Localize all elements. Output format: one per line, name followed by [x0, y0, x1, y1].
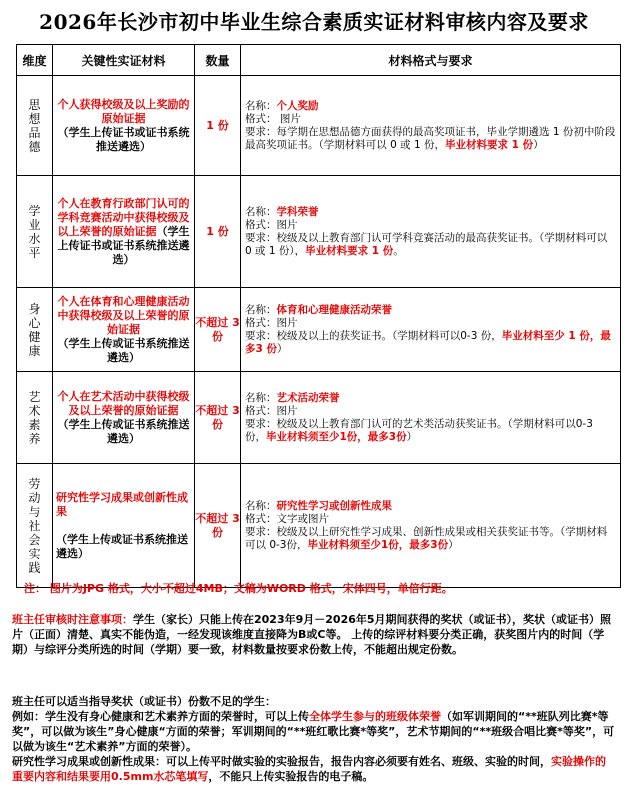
evidence-note: （学生上传或证书系统推送遴选）	[57, 417, 190, 445]
requirement-cell	[241, 176, 621, 288]
material-format: 格式：图片	[245, 218, 298, 231]
guidance-example	[12, 709, 616, 754]
material-name: 个人奖励	[276, 99, 319, 112]
guidance-research	[12, 754, 616, 784]
name-label: 名称：	[245, 303, 277, 316]
evidence-red: 个人在体育和心理健康活动中获得校级及以上荣誉的原始证据	[57, 294, 190, 336]
evidence-note: （学生上传或证书系统推送遴选）	[56, 532, 188, 560]
table-header	[17, 45, 621, 76]
requirements-table	[16, 44, 621, 588]
name-label: 名称：	[245, 99, 277, 112]
category-text: 身心健康	[28, 301, 41, 358]
review-notice-text: 学生（家长）只能上传在2023年9月－2026年5月期间获得的奖状（或证书），奖状（或证书）照片（正面）清楚、真实不能伪造，一经发现该维度直接降为B或C等。 上传的综评材料要分类正确，获奖图片内的时间（学期）与综评分类所选的时间（学期）要一致，材料数量按要求份数上传，不能超出规定份数。	[12, 613, 612, 656]
header-quantity: 数量	[195, 45, 241, 76]
table-row	[17, 76, 621, 176]
review-notice	[12, 612, 616, 657]
material-format: 格式：图片	[245, 404, 298, 417]
requirement-cell	[241, 76, 621, 176]
name-label: 名称：	[245, 205, 277, 218]
header-dimension: 维度	[17, 45, 53, 76]
requirement-text: 要求：校级及以上教育部门认可学科竞赛活动的最高获奖证书。（学期材料可以 0 或 1 份），	[245, 231, 608, 257]
evidence-cell	[53, 372, 195, 464]
requirement-tail: ）	[448, 538, 459, 551]
requirement-text: 要求：校级及以上研究性学习成果、创新性成果或相关获奖证书等。（学期材料可以 0-3份，	[245, 525, 608, 551]
table-row	[17, 176, 621, 288]
evidence-red: 个人在教育行政部门认可的学科竞赛活动中获得校级及以上荣誉的原始证据	[57, 196, 190, 238]
category-cell	[17, 372, 53, 464]
research-text: 研究性学习成果或创新性成果：可以上传平时做实验的实验报告，报告内容必须要有姓名、班级、实验的时间，	[12, 755, 551, 768]
requirement-tail: 。	[393, 244, 404, 257]
category-cell	[17, 464, 53, 588]
material-format: 格式：文字或图片	[245, 512, 329, 525]
requirement-cell	[241, 372, 621, 464]
category-cell	[17, 76, 53, 176]
material-name: 体育和心理健康活动荣誉	[276, 303, 392, 316]
evidence-cell	[53, 288, 195, 372]
requirement-text: 要求：每学期在思想品德方面获得的最高奖项证书，毕业学期遴选 1 份初中阶段最高奖项证书。（学期材料可以 0 或 1 份，	[245, 125, 616, 151]
requirement-text: 要求：校级及以上的获奖证书。（学期材料可以0-3 份，	[245, 329, 502, 342]
material-name: 艺术活动荣誉	[276, 391, 340, 404]
quantity-cell: 不超过 3份	[195, 372, 241, 464]
evidence-note: （学生上传证书或证书系统推送遴选）	[57, 224, 190, 266]
research-red: 实验操作的重要内容和结果要用0.5mm水芯笔填写	[12, 755, 606, 783]
evidence-note: （学生上传或证书系统推送遴选）	[57, 336, 190, 364]
example-red: 全体学生参与的班级体荣誉	[309, 710, 441, 723]
quantity-cell: 不超过 3 份	[195, 288, 241, 372]
evidence-note: （学生上传证书或证书系统推送遴选）	[57, 125, 190, 153]
research-end: ，不能只上传实验报告的电子稿。	[208, 770, 374, 783]
example-rest: （如军训期间的“**班队列比赛*等奖”，可以做为该生”身心健康“方面的荣誉；军训期间的“**班红歌比赛*等奖”，艺术节期间的“**班级合唱比赛*等奖”，可以做为该生“艺术素养”方面的荣誉）。	[12, 710, 615, 753]
page-title: 2026年长沙市初中毕业生综合素质实证材料审核内容及要求	[39, 10, 589, 34]
quantity-cell: 1 份	[195, 176, 241, 288]
requirement-red: 毕业材料须至少1份，最多3份	[307, 538, 449, 551]
requirement-cell	[241, 464, 621, 588]
quantity-cell: 1 份	[195, 76, 241, 176]
name-label: 名称：	[245, 499, 277, 512]
header-evidence: 关键性实证材料	[53, 45, 195, 76]
material-name: 研究性学习或创新性成果	[276, 499, 392, 512]
review-notice-title: 班主任审核时注意事项：	[12, 613, 133, 626]
category-text: 劳动与社会实践	[28, 476, 41, 575]
format-note: 注： 图片为JPG 格式，大小不超过4MB；文稿为WORD 格式，宋体四号，单倍行距。	[24, 582, 453, 595]
requirement-red: 毕业材料要求 1 份	[305, 244, 394, 257]
evidence-red: 研究性学习成果或创新性成果	[56, 490, 188, 518]
category-cell	[17, 176, 53, 288]
material-name: 学科荣誉	[276, 205, 319, 218]
example-text: 例如：学生没有身心健康和艺术素养方面的荣誉时，可以上传	[12, 710, 309, 723]
requirement-cell	[241, 288, 621, 372]
evidence-cell	[53, 464, 195, 588]
category-text: 学业水平	[28, 203, 41, 260]
table-row	[17, 464, 621, 588]
evidence-cell	[53, 76, 195, 176]
category-text: 思想品德	[28, 97, 41, 154]
requirement-red: 毕业材料须至少1份，最多3份	[266, 430, 407, 443]
guidance-title: 班主任可以适当指导奖状（或证书）份数不足的学生：	[12, 695, 276, 708]
requirement-red: 毕业材料至少 1 份，最多3 份	[245, 329, 611, 355]
requirement-tail: ）	[276, 342, 288, 355]
requirement-tail: ）	[406, 430, 418, 443]
table-row	[17, 288, 621, 372]
evidence-red: 个人在艺术活动中获得校级及以上荣誉的原始证据	[57, 389, 190, 417]
guidance-section	[12, 694, 616, 784]
evidence-red: 个人获得校级及以上奖励的原始证据	[57, 97, 190, 125]
table-row	[17, 372, 621, 464]
category-text: 艺术素养	[28, 389, 41, 446]
evidence-cell	[53, 176, 195, 288]
quantity-cell: 不超过 3份	[195, 464, 241, 588]
material-format: 格式： 图片	[245, 112, 301, 125]
requirement-tail: ）	[533, 138, 544, 151]
header-format: 材料格式与要求	[241, 45, 621, 76]
category-cell	[17, 288, 53, 372]
name-label: 名称：	[245, 391, 277, 404]
requirement-red: 毕业材料要求 1 份	[444, 138, 534, 151]
requirement-text: 要求：校级及以上教育部门认可的艺术类活动获奖证书。（学期材料可以0-3 份，	[245, 417, 593, 443]
material-format: 格式：图片	[245, 316, 298, 329]
